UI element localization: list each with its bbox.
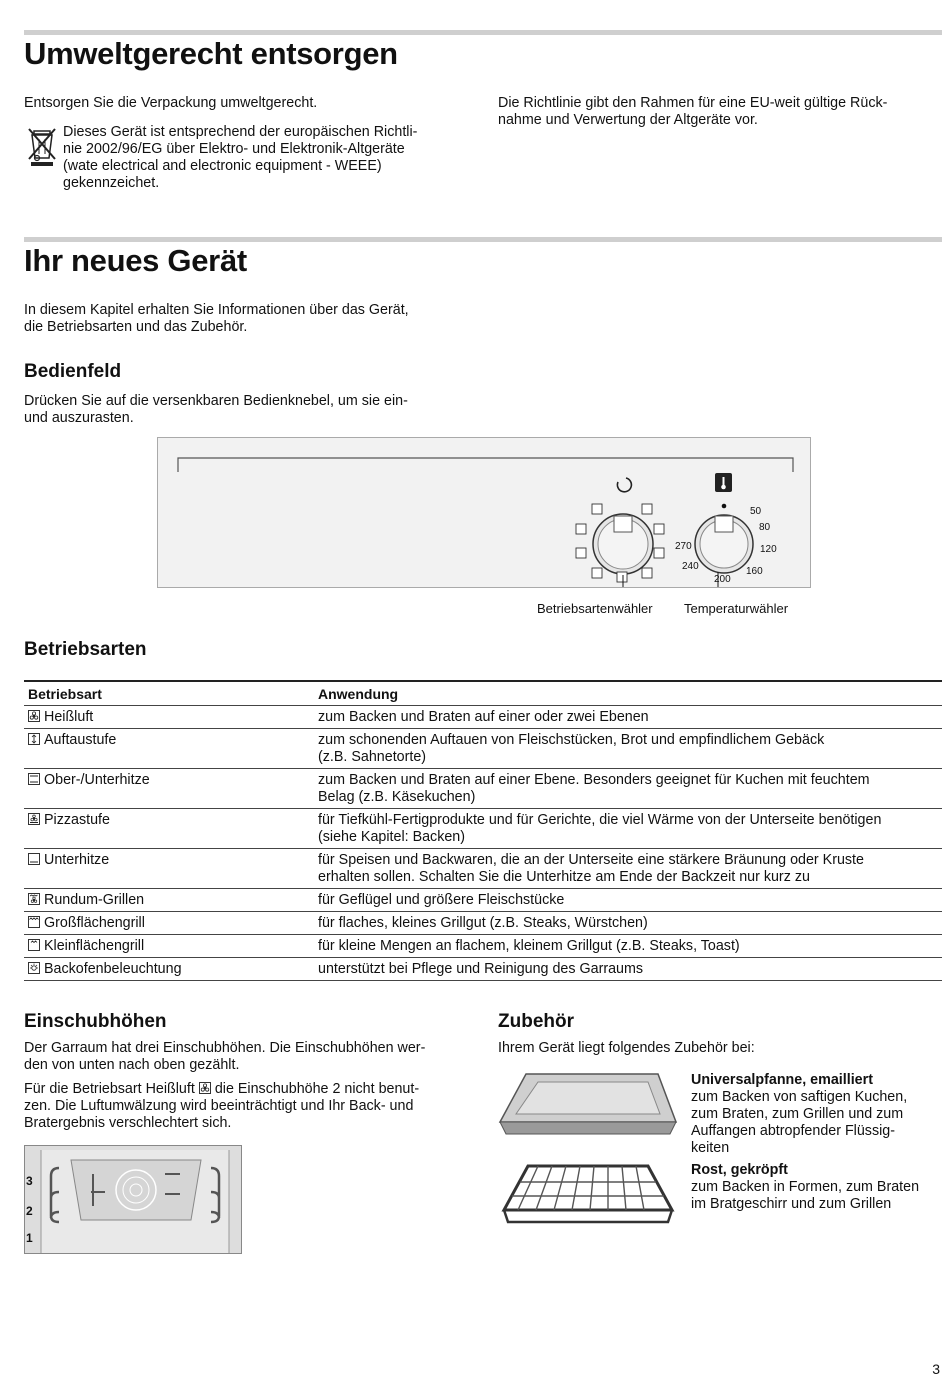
- table-row: [24, 849, 942, 889]
- text-line: nahme und Verwertung der Altgeräte vor.: [498, 112, 758, 128]
- shelf-level-label: 2: [26, 1204, 33, 1218]
- fan-grill-icon: [28, 893, 40, 905]
- oven-shelf-levels-illustration: [24, 1145, 242, 1254]
- half-grill-icon: [28, 939, 40, 951]
- table-row: [24, 912, 942, 935]
- temp-scale-label: 240: [682, 561, 699, 572]
- intro-paragraph: [24, 302, 464, 336]
- heading-einschubhoehen: Einschubhöhen: [24, 1011, 167, 1032]
- table-row: [24, 729, 942, 769]
- text-line: gekennzeichet.: [63, 175, 160, 191]
- einschub-paragraph-2: [24, 1081, 474, 1132]
- disposal-paragraph: Entsorgen Sie die Verpackung umweltgerecht.: [24, 95, 318, 111]
- weee-paragraph: [63, 124, 463, 192]
- top-bottom-heat-icon: [28, 773, 40, 785]
- mode-indicator-icon: [617, 478, 631, 492]
- mode-name: Unterhitze: [44, 852, 110, 868]
- mode-name: Großflächengrill: [44, 915, 145, 931]
- mode-name: Rundum-Grillen: [44, 892, 145, 908]
- text-line: die Betriebsarten und das Zubehör.: [24, 319, 248, 335]
- temperature-selector-callout: Temperaturwähler: [684, 601, 789, 616]
- text-line: Dieses Gerät ist entsprechend der europäischen Richtli-: [63, 124, 418, 140]
- accessory-universal-pan: [691, 1072, 946, 1157]
- text-line: den von unten nach oben gezählt.: [24, 1057, 240, 1073]
- mode-use: für flaches, kleines Grillgut (z.B. Steaks, Würstchen): [318, 915, 648, 931]
- bottom-heat-icon: [28, 853, 40, 865]
- weee-bin-icon: [26, 125, 58, 167]
- baking-tray-illustration: [498, 1070, 678, 1140]
- mode-use: zum Backen und Braten auf einer Ebene. Besonders geeignet für Kuchen mit feuchtem: [318, 772, 870, 788]
- heading-betriebsarten: Betriebsarten: [24, 639, 147, 660]
- text-line: Bratergebnis verschlechtert sich.: [24, 1115, 232, 1131]
- table-row: [24, 706, 942, 729]
- mode-name: Ober-/Unterhitze: [44, 772, 150, 788]
- einschub-paragraph-1: [24, 1040, 474, 1074]
- mode-selector-knob: [593, 514, 653, 574]
- section-divider: [24, 237, 942, 242]
- temp-scale-label: 200: [714, 574, 731, 585]
- temp-scale-label: 160: [746, 566, 763, 577]
- table-row: [24, 935, 942, 958]
- temp-scale-label: 120: [760, 544, 777, 555]
- mode-use: (siehe Kapitel: Backen): [318, 829, 466, 845]
- mode-name: Auftaustufe: [44, 732, 117, 748]
- text-line: Drücken Sie auf die versenkbaren Bedienknebel, um sie ein-: [24, 393, 408, 409]
- mode-use: unterstützt bei Pflege und Reinigung des Garraums: [318, 961, 644, 977]
- text-line: In diesem Kapitel erhalten Sie Informationen über das Gerät,: [24, 302, 409, 318]
- table-row: [24, 889, 942, 912]
- light-icon: [28, 962, 40, 974]
- operating-modes-table: [24, 680, 942, 981]
- mode-use: zum Backen und Braten auf einer oder zwei Ebenen: [318, 709, 649, 725]
- mode-use: Belag (z.B. Käsekuchen): [318, 789, 476, 805]
- text-line: zum Backen von saftigen Kuchen,: [691, 1089, 908, 1105]
- text-line: Der Garraum hat drei Einschubhöhen. Die Einschubhöhen wer-: [24, 1040, 426, 1056]
- text-line: (wate electrical and electronic equipment - WEEE): [63, 158, 382, 174]
- section-divider: [24, 30, 942, 35]
- fan-icon: [199, 1082, 211, 1094]
- mode-use: zum schonenden Auftauen von Fleischstücken, Brot und empfindlichem Gebäck: [318, 732, 825, 748]
- column-header: Anwendung: [314, 681, 942, 706]
- mode-use: (z.B. Sahnetorte): [318, 749, 427, 765]
- text-line: und auszurasten.: [24, 410, 134, 426]
- mode-selector-callout: Betriebsartenwähler: [537, 601, 653, 616]
- table-row: [24, 958, 942, 981]
- shelf-level-label: 1: [26, 1231, 33, 1245]
- text-line: keiten: [691, 1140, 730, 1156]
- temperature-selector-knob: [695, 504, 753, 573]
- mode-use: für kleine Mengen an flachem, kleinem Grillgut (z.B. Steaks, Toast): [318, 938, 740, 954]
- text-line: im Bratgeschirr und zum Grillen: [691, 1196, 892, 1212]
- accessory-name: Rost, gekröpft: [691, 1162, 788, 1178]
- mode-use: für Speisen und Backwaren, die an der Unterseite eine stärkere Bräunung oder Kruste: [318, 852, 864, 868]
- table-row: [24, 809, 942, 849]
- heading-bedienfeld: Bedienfeld: [24, 361, 122, 382]
- table-row: [24, 769, 942, 809]
- accessory-name: Universalpfanne, emailliert: [691, 1072, 873, 1088]
- text-line: zum Backen in Formen, zum Braten: [691, 1179, 920, 1195]
- text-fragment: Für die Betriebsart Heißluft: [24, 1081, 195, 1097]
- wire-rack-illustration: [498, 1160, 678, 1226]
- bedienfeld-paragraph: [24, 393, 464, 427]
- temp-scale-label: 270: [675, 541, 692, 552]
- mode-use: erhalten sollen. Schalten Sie die Unterhitze am Ende der Backzeit nur kurz zu: [318, 869, 810, 885]
- column-header: Betriebsart: [24, 681, 314, 706]
- text-line: Die Richtlinie gibt den Rahmen für eine EU-weit gültige Rück-: [498, 95, 888, 111]
- table-header-row: [24, 681, 942, 706]
- shelf-level-label: 3: [26, 1174, 33, 1188]
- page-number: 3: [932, 1361, 940, 1377]
- defrost-icon: [28, 733, 40, 745]
- fan-icon: [28, 710, 40, 722]
- section-title-new-appliance: Ihr neues Gerät: [24, 243, 247, 278]
- accessory-wire-rack: [691, 1162, 946, 1213]
- zubehoer-intro: Ihrem Gerät liegt folgendes Zubehör bei:: [498, 1040, 755, 1056]
- heading-zubehoer: Zubehör: [498, 1011, 574, 1032]
- temp-scale-label: 50: [750, 506, 762, 517]
- eu-directive-paragraph: [498, 95, 938, 129]
- full-grill-icon: [28, 916, 40, 928]
- mode-use: für Geflügel und größere Fleischstücke: [318, 892, 565, 908]
- control-panel-illustration: [157, 437, 811, 588]
- text-line: zum Braten, zum Grillen und zum: [691, 1106, 904, 1122]
- text-fragment: die Einschubhöhe 2 nicht benut-: [214, 1081, 420, 1097]
- text-line: Auffangen abtropfender Flüssig-: [691, 1123, 895, 1139]
- pizza-icon: [28, 813, 40, 825]
- mode-name: Pizzastufe: [44, 812, 110, 828]
- text-line: nie 2002/96/EG über Elektro- und Elektronik-Altgeräte: [63, 141, 405, 157]
- mode-use: für Tiefkühl-Fertigprodukte und für Gerichte, die viel Wärme von der Unterseite benötigen: [318, 812, 882, 828]
- text-line: [24, 1081, 474, 1098]
- section-title-disposal: Umweltgerecht entsorgen: [24, 36, 398, 71]
- mode-name: Heißluft: [44, 709, 94, 725]
- mode-name: Kleinflächengrill: [44, 938, 145, 954]
- mode-name: Backofenbeleuchtung: [44, 961, 182, 977]
- text-line: zen. Die Luftumwälzung wird beeinträchtigt und Ihr Back- und: [24, 1098, 414, 1114]
- temp-scale-label: 80: [759, 522, 771, 533]
